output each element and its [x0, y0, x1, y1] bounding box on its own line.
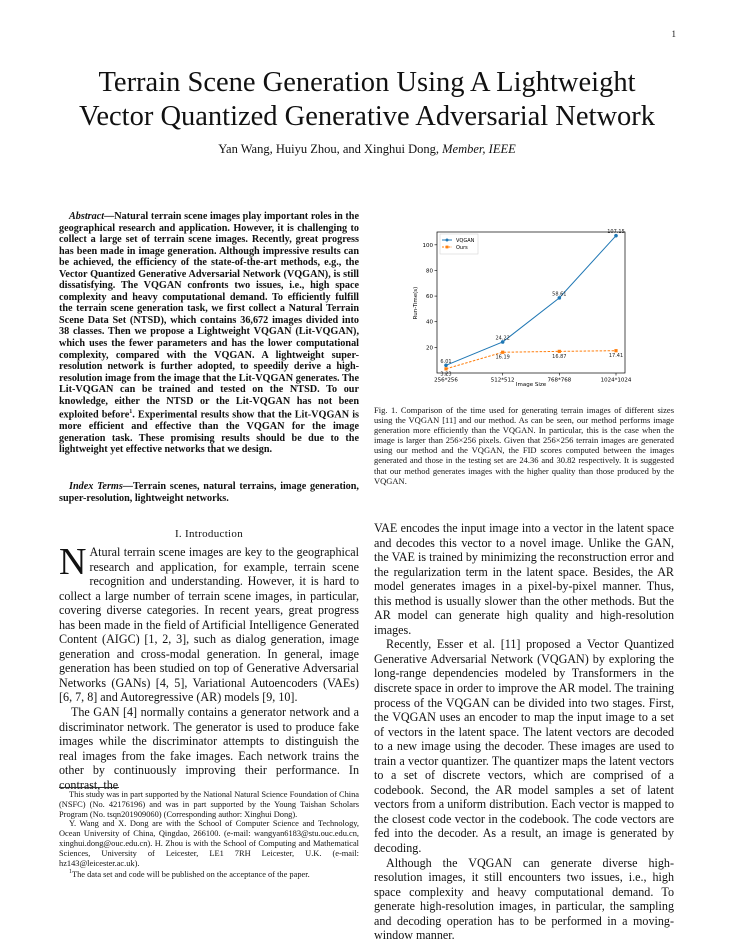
- data-label: 17.41: [608, 353, 624, 360]
- data-label: 24.22: [495, 335, 510, 342]
- series-line-ours: [446, 351, 616, 369]
- data-label: 3.23: [440, 371, 452, 378]
- right-paragraph-3: Although the VQGAN can generate diverse high-resolution images, it still encounters two issues, i.e., high space complexity and heavy computational demand. To generate high-resolution images, in particular, the sampling and decoding operation has to be performed in a moving-window manner.: [374, 855, 674, 943]
- intro-paragraph-1: [59, 541, 359, 705]
- data-point: [501, 351, 504, 354]
- footnote-data-text: The data set and code will be published on the acceptance of the paper.: [72, 870, 310, 880]
- y-tick-label: 60: [426, 294, 433, 301]
- footnote-data: [59, 868, 359, 880]
- author-names: Yan Wang, Huiyu Zhou, and Xinghui Dong,: [218, 142, 440, 156]
- intro-p1-text: Atural terrain scene images are key to the geographical research and application, for example, terrain scene recognition and understanding. However, it is hard to collect a large number of terrain scene images, in particular, covering diverse categories. In recent years, great progress has been made in the field of Artificial Intelligence Generated Content (AIGC) [1, 2, 3], such as dialog generation, image generation and cross-modal generation. In general, image generation has been studied on top of Generative Adversarial Networks (GANs) [4, 5], Variational Autoencoders (VAEs) [6, 7, 8] and Autoregressive (AR) models [9, 10].: [59, 545, 359, 705]
- data-label: 58.61: [552, 291, 567, 298]
- authors: [40, 142, 694, 157]
- right-column: [374, 521, 674, 943]
- legend-marker: [446, 239, 449, 242]
- footnotes: [59, 790, 359, 880]
- x-tick-label: 512*512: [490, 377, 515, 384]
- abstract-text: —Natural terrain scene images play important roles in the geographical research and application. However, it is challenging to collect a large set of terrain scene images. Recently, great progress has been made in image generation. Although impressive results can be achieved, the efficiency of the state-of-the-art methods, e.g., the Vector Quantized Generative Adversarial Network (VQGAN), is still dissatisfying. The VQGAN confronts two issues, i.e., high space complexity and heavy computational demand. To efficiently fulfill the terrain scene generation task, we first collect a Natural Terrain Scene Data Set (NTSD), which contains 36,672 images divided into 38 classes. Then we propose a Lightweight VQGAN (Lit-VQGAN), which uses the fewer parameters and has the lower computational complexity, compared with the VQGAN. A lightweight super-resolution network is further adopted, to speedily derive a high-resolution image from the image that the Lit-VQGAN generates. The Lit-VQGAN can be trained and tested on the NTSD. To our knowledge, either the NTSD or the Lit-VQGAN has not been exploited before: [59, 211, 359, 421]
- abstract-lead: Abstract: [69, 211, 105, 222]
- y-axis-label: Run-Time(s): [413, 286, 419, 320]
- footnote-funding: This study was in part supported by the National Natural Science Foundation of China (NSFC) (No. 42176196) and was in part supported by the Young Taishan Scholars Program (No. tsqn201909060) (Corresponding author: Xinghui Dong).: [59, 790, 359, 819]
- data-label: 6.01: [440, 358, 452, 365]
- title-line-2: Vector Quantized Generative Adversarial Network: [78, 101, 656, 132]
- footnote-affiliations: Y. Wang and X. Dong are with the School of Computer Science and Technology, Ocean University of China, Qingdao, 266100. (e-mail: wangyan6183@stu.ouc.edu.cn, xinghui.dong@ouc.edu.cn). H. Zhou is with the School of Computing and Mathematical Sciences, University of Leicester, LE1 7RH Leicester, U.K. (e-mail: hz143@leicester.ac.uk).: [59, 819, 359, 868]
- data-point: [614, 349, 617, 352]
- x-tick-label: 768*768: [547, 377, 572, 384]
- abstract: [59, 211, 359, 456]
- data-point: [558, 350, 561, 353]
- footnote-mark: 1: [69, 869, 72, 876]
- section-heading: I. Introduction: [174, 528, 244, 540]
- index-terms-text: —Terrain scenes, natural terrains, image generation, super-resolution, lightweight networks.: [59, 481, 359, 504]
- data-label: 16.19: [495, 354, 510, 361]
- y-tick-label: 40: [426, 319, 433, 326]
- x-tick-label: 1024*1024: [600, 377, 632, 384]
- dropcap: N: [59, 541, 87, 583]
- abstract-tail: . Experimental results show that the Lit-VQGAN is more efficient and effective than the VQGAN for the image generation task. These promising results should be due to the lightweight yet effective networks that we design.: [59, 409, 359, 456]
- legend: [440, 234, 478, 254]
- figure-caption: Fig. 1. Comparison of the time used for generating terrain images of different sizes using the VQGAN [11] and our method. As can be seen, our method performs image generation more efficiently than the VQGAN. In particular, this is the case when the image is larger than 256×256 pixels. Given that 256×256 terrain images are generated using our method and the VQGAN, the FID scores computed between the images generated and those in the testing set are 24.36 and 30.82 respectively. It is suggested that our method generates images with the higher quality than those produced by the VQGAN.: [374, 405, 674, 486]
- series-line-vqgan: [446, 236, 616, 366]
- runtime-chart: [374, 228, 674, 388]
- title-line-1: Terrain Scene Generation Using A Lightweight: [98, 67, 636, 98]
- index-terms: [59, 481, 359, 504]
- x-axis-label: Image Size: [515, 382, 547, 388]
- data-label: 107.15: [607, 229, 625, 236]
- x-tick-label: 256*256: [434, 377, 458, 384]
- legend-label-vqgan: VQGAN: [456, 237, 475, 244]
- y-tick-label: 80: [426, 268, 433, 275]
- intro-column: [59, 541, 359, 792]
- legend-label-ours: Ours: [456, 244, 468, 251]
- author-role: Member, IEEE: [442, 142, 516, 156]
- data-point: [444, 367, 447, 370]
- index-terms-lead: Index Terms: [69, 481, 123, 492]
- abstract-footnote-mark: 1: [129, 409, 133, 416]
- y-tick-label: 20: [426, 345, 433, 352]
- page-number: 1: [671, 29, 676, 39]
- footnote-rule: [59, 787, 119, 788]
- right-paragraph-2: Recently, Esser et al. [11] proposed a Vector Quantized Generative Adversarial Network (VQGAN) by exploring the long-range dependencies modeled by Transformers in the discrete space in order to improve the AR model. The training process of the VQGAN can be divided into two stages. First, the VQGAN uses an encoder to map the input image to a set of vectors in the latent space. The latent vectors are decoded to a new image using the decoder. These images are used to train a vector quantizer. The quantizer maps the latent vectors to a set of discrete vectors, which are comprised of a codebook. Second, the AR model samples a set of latent vectors from a uniform distribution. Each vector is mapped to the closest code vector in the codebook. The code vectors are fed into the decoder. As a result, an image is generated by decoding.: [374, 637, 674, 856]
- paper-title: [40, 66, 694, 134]
- legend-marker: [446, 246, 449, 249]
- figure-1: [374, 228, 674, 388]
- y-tick-label: 100: [422, 242, 433, 249]
- data-label: 16.87: [552, 353, 567, 360]
- right-paragraph-1: VAE encodes the input image into a vector in the latent space and decodes this vector to a novel image. Unlike the GAN, the VAE is trained by minimizing the reconstruction error and the regularization term in the latent space. Besides, the AR model generates images in a pixel-by-pixel manner. Thus, this method is usually slower than the other methods. But the AR model can generate high quality and high-resolution images.: [374, 521, 674, 637]
- intro-paragraph-2: The GAN [4] normally contains a generator network and a discriminator network. The generator is used to produce fake images while the discriminator attempts to distinguish the real images from the fake images. Each network trains the other by continuously improving their performance. In contrast, the: [59, 705, 359, 792]
